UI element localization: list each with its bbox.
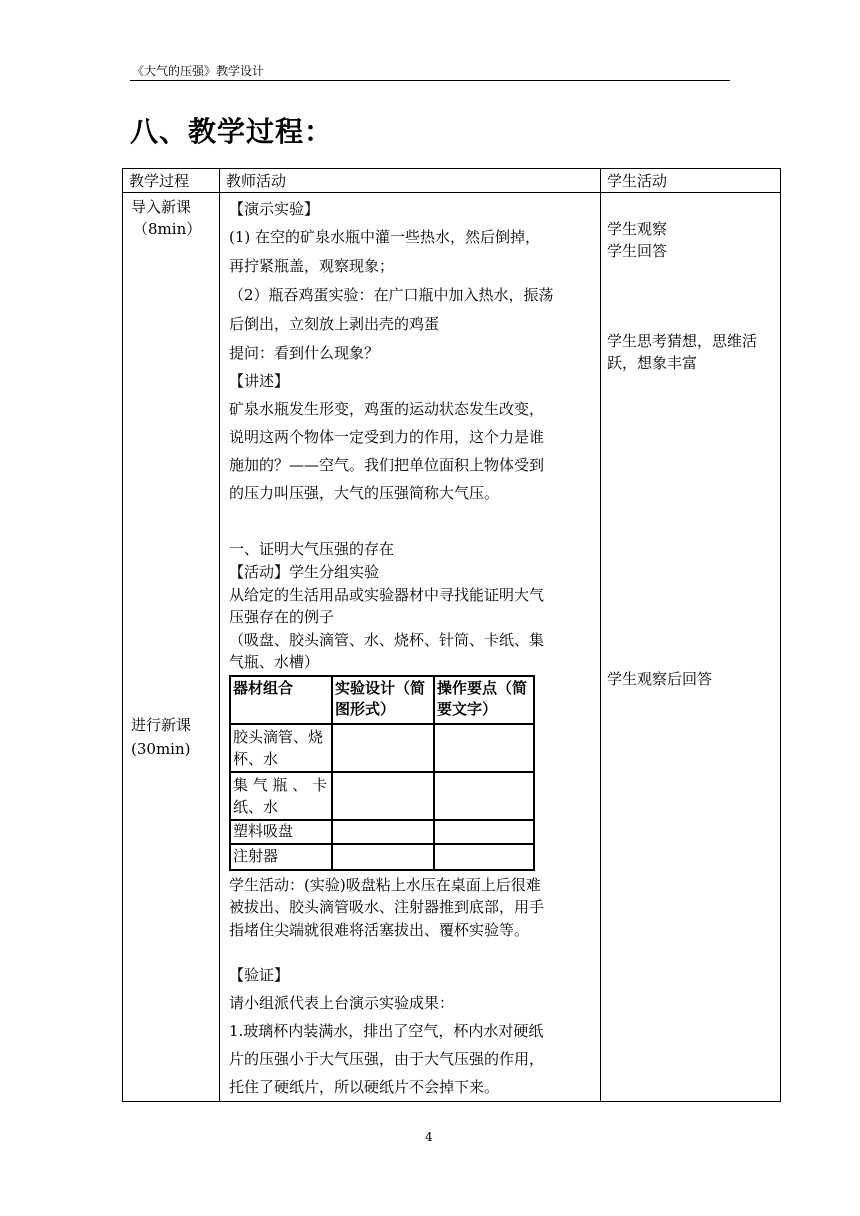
student-think-line: 学生思考猜想，思维活 bbox=[607, 332, 758, 350]
inner-row-materials: 杯、水 bbox=[233, 750, 279, 768]
inner-column-divider bbox=[433, 677, 435, 869]
column-divider bbox=[219, 169, 220, 1101]
narrate-line: 说明这两个物体一定受到力的作用，这个力是谁 bbox=[229, 428, 545, 446]
header-cell-teacher: 教师活动 bbox=[226, 172, 287, 190]
phase-new-lesson-name: 进行新课 bbox=[131, 716, 192, 734]
header-divider bbox=[130, 80, 730, 81]
verify-line: 请小组派代表上台演示实验成果： bbox=[229, 994, 455, 1012]
inner-column-divider bbox=[331, 677, 333, 869]
experiment-design-table bbox=[229, 675, 535, 871]
verify-line: 1.玻璃杯内装满水，排出了空气，杯内水对硬纸 bbox=[229, 1022, 544, 1040]
student-think-line: 跃，想象丰富 bbox=[607, 354, 698, 372]
phase-intro-time: （8min） bbox=[133, 220, 202, 238]
inner-row-divider bbox=[231, 771, 533, 773]
demo-line: （2）瓶吞鸡蛋实验：在广口瓶中加入热水，振荡 bbox=[229, 286, 554, 304]
inner-row-materials: 塑料吸盘 bbox=[233, 822, 294, 840]
demo-line: 再拧紧瓶盖，观察现象； bbox=[229, 257, 395, 275]
inner-header-steps: 要文字） bbox=[437, 700, 498, 718]
inner-row-divider bbox=[231, 723, 533, 725]
section-one-heading: 一、证明大气压强的存在 bbox=[229, 540, 395, 558]
inner-row-materials: 集 气 瓶 、 卡 bbox=[233, 776, 328, 794]
student-observe-answer: 学生观察后回答 bbox=[607, 670, 713, 688]
demo-line: 后倒出，立刻放上剥出壳的鸡蛋 bbox=[229, 315, 440, 333]
activity-line: 气瓶、水槽） bbox=[229, 653, 320, 671]
inner-row-materials: 胶头滴管、烧 bbox=[233, 728, 324, 746]
student-activity-line: 指堵住尖端就很难将活塞拔出、覆杯实验等。 bbox=[229, 921, 530, 939]
demo-label: 【演示实验】 bbox=[229, 200, 320, 218]
student-answer: 学生回答 bbox=[607, 242, 668, 260]
phase-new-lesson-time: (30min) bbox=[131, 740, 191, 758]
inner-header-materials: 器材组合 bbox=[233, 679, 294, 697]
phase-intro-name: 导入新课 bbox=[131, 198, 192, 216]
document-header-title: 《大气的压强》教学设计 bbox=[132, 64, 265, 78]
inner-header-design: 实验设计（简 bbox=[335, 679, 426, 697]
activity-line: 从给定的生活用品或实验器材中寻找能证明大气 bbox=[229, 586, 545, 604]
teaching-process-table bbox=[122, 168, 781, 1102]
section-title: 八、教学过程： bbox=[130, 115, 334, 148]
inner-header-design: 图形式） bbox=[335, 700, 396, 718]
header-row-divider bbox=[123, 192, 780, 193]
verify-line: 片的压强小于大气压强，由于大气压强的作用， bbox=[229, 1050, 545, 1068]
column-divider bbox=[600, 169, 601, 1101]
narrate-label: 【讲述】 bbox=[229, 372, 290, 390]
inner-row-materials: 纸、水 bbox=[233, 798, 279, 816]
verify-line: 托住了硬纸片，所以硬纸片不会掉下来。 bbox=[229, 1078, 500, 1096]
activity-line: （吸盘、胶头滴管、水、烧杯、针筒、卡纸、集 bbox=[229, 631, 545, 649]
narrate-line: 矿泉水瓶发生形变，鸡蛋的运动状态发生改变， bbox=[229, 400, 545, 418]
student-observe: 学生观察 bbox=[607, 220, 668, 238]
activity-label: 【活动】学生分组实验 bbox=[229, 563, 380, 581]
inner-row-divider bbox=[231, 843, 533, 845]
header-cell-process: 教学过程 bbox=[129, 172, 190, 190]
narrate-line: 的压力叫压强，大气的压强简称大气压。 bbox=[229, 484, 500, 502]
narrate-line: 施加的？——空气。我们把单位面积上物体受到 bbox=[229, 456, 545, 474]
page-number: 4 bbox=[425, 1130, 433, 1144]
header-cell-student: 学生活动 bbox=[607, 172, 668, 190]
inner-header-steps: 操作要点（简 bbox=[437, 679, 528, 697]
student-activity-line: 被拔出、胶头滴管吸水、注射器推到底部，用手 bbox=[229, 898, 545, 916]
demo-line: (1) 在空的矿泉水瓶中灌一些热水，然后倒掉， bbox=[229, 228, 541, 246]
inner-row-materials: 注射器 bbox=[233, 847, 279, 865]
demo-line: 提问：看到什么现象？ bbox=[229, 344, 380, 362]
student-activity-line: 学生活动：(实验)吸盘粘上水压在桌面上后很难 bbox=[229, 876, 541, 894]
activity-line: 压强存在的例子 bbox=[229, 608, 335, 626]
verify-label: 【验证】 bbox=[229, 966, 290, 984]
